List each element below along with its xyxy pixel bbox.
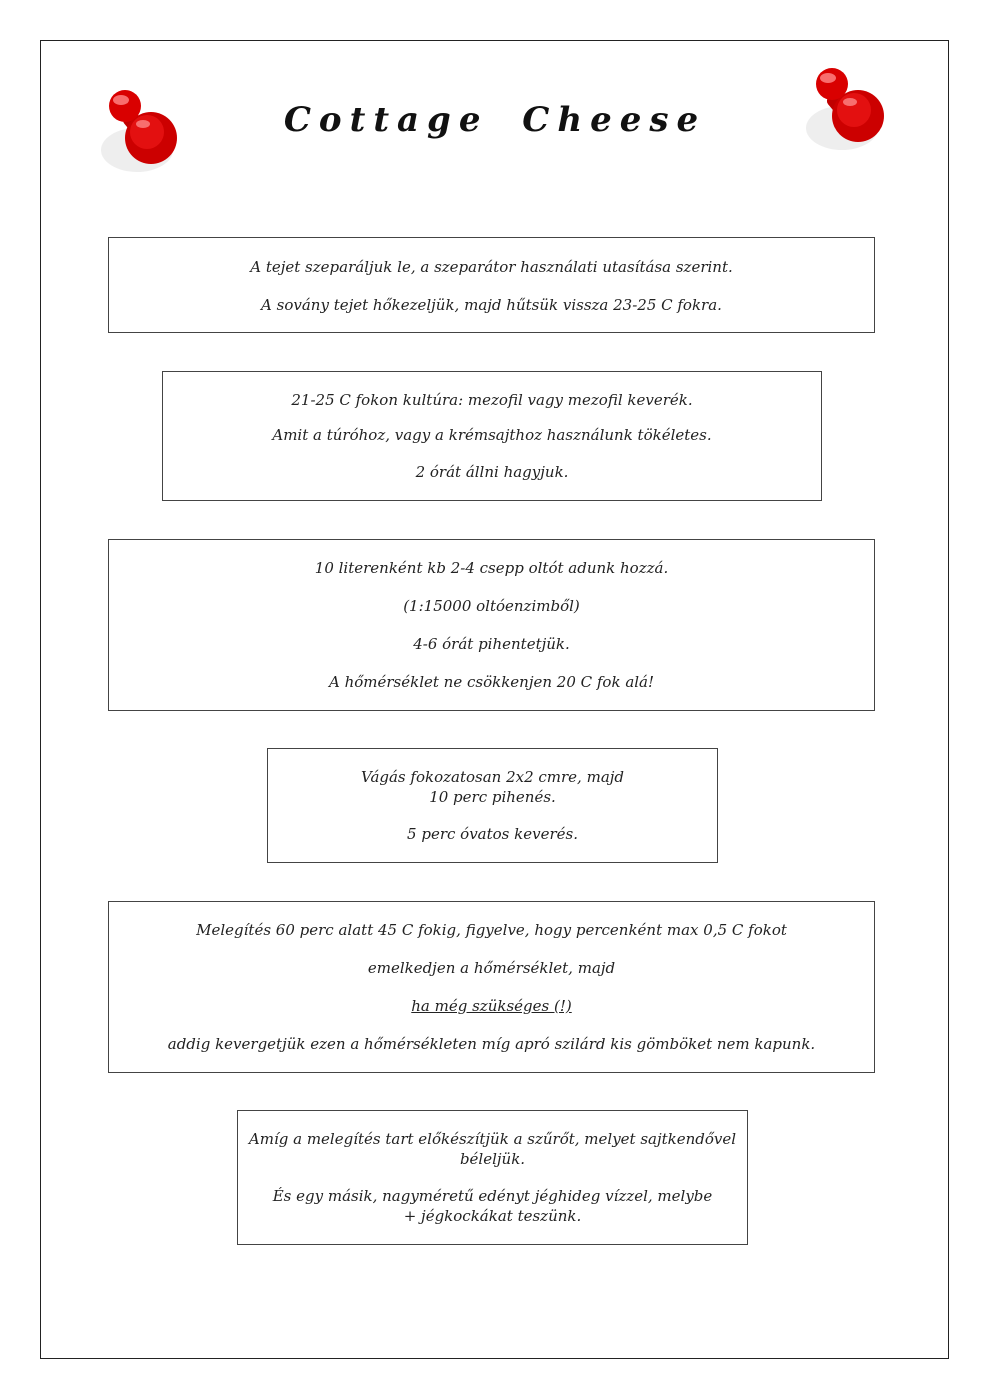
- step-text: béleljük.: [459, 1150, 526, 1168]
- step-text: 10 literenként kb 2-4 csepp oltót adunk hozzá.: [314, 559, 669, 577]
- step-text: 21-25 C fokon kultúra: mezofil vagy mezofil keverék.: [291, 391, 693, 409]
- step-text: 4-6 órát pihentetjük.: [413, 635, 570, 653]
- step-box: [108, 901, 875, 1073]
- step-text: És egy másik, nagyméretű edényt jéghideg vízzel, melybe: [272, 1187, 713, 1205]
- step-text: Amíg a melegítés tart előkészítjük a szűrőt, melyet sajtkendővel: [248, 1130, 737, 1148]
- step-text: 2 órát állni hagyjuk.: [415, 463, 569, 481]
- step-text: 5 perc óvatos keverés.: [407, 825, 578, 843]
- step-text: Melegítés 60 perc alatt 45 C fokig, figyelve, hogy percenként max 0,5 C fokot: [196, 921, 787, 939]
- step-box: [237, 1110, 748, 1245]
- step-text: Amit a túróhoz, vagy a krémsajthoz használunk tökéletes.: [272, 426, 712, 444]
- step-text: addig kevergetjük ezen a hőmérsékleten míg apró szilárd kis gömböket nem kapunk.: [167, 1035, 816, 1053]
- step-box: [108, 237, 875, 333]
- page-title: Cottage Cheese: [283, 100, 707, 140]
- step-text: emelkedjen a hőmérséklet, majd: [367, 959, 616, 977]
- step-text: + jégkockákat teszünk.: [403, 1207, 582, 1225]
- step-text: 10 perc pihenés.: [429, 788, 556, 806]
- step-text: A tejet szeparáljuk le, a szeparátor használati utasítása szerint.: [250, 258, 733, 276]
- step-box: [267, 748, 718, 863]
- step-box: [162, 371, 822, 501]
- step-text: Vágás fokozatosan 2x2 cmre, majd: [360, 768, 625, 786]
- step-box: [108, 539, 875, 711]
- step-text: (1:15000 oltóenzimből): [403, 597, 580, 615]
- step-text: ha még szükséges (!): [411, 997, 572, 1015]
- step-text: A sovány tejet hőkezeljük, majd hűtsük vissza 23-25 C fokra.: [261, 296, 722, 314]
- step-text: A hőmérséklet ne csökkenjen 20 C fok alá!: [328, 673, 655, 691]
